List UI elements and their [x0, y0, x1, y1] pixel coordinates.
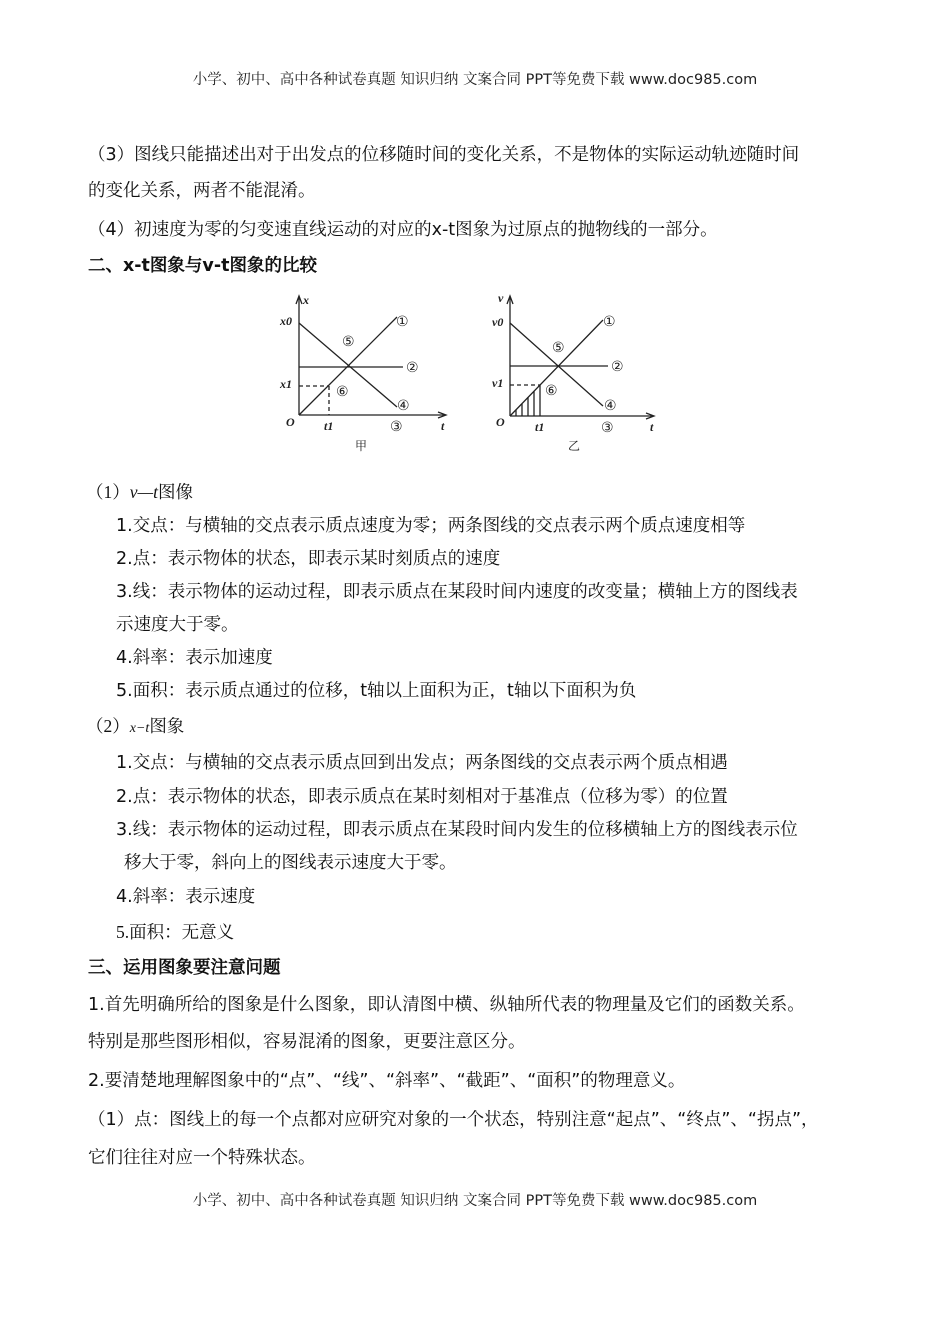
list-item: 示速度大于零。 [116, 615, 239, 635]
marker-5: ⑤ [552, 340, 565, 356]
marker-3: ③ [390, 419, 403, 435]
y1-label: v1 [492, 376, 504, 390]
t1-label: t1 [535, 420, 545, 434]
x-axis-label: t [650, 420, 654, 434]
marker-2: ② [406, 360, 419, 376]
paragraph: 的变化关系，两者不能混淆。 [88, 181, 316, 201]
t1-label: t1 [324, 419, 334, 433]
list-item: 3.线：表示物体的运动过程，即表示质点在某段时间内发生的位移横轴上方的图线表示位 [116, 820, 798, 840]
list-item: 3.线：表示物体的运动过程，即表示质点在某段时间内速度的改变量；横轴上方的图线表 [116, 582, 798, 602]
paragraph: （4）初速度为零的匀变速直线运动的对应的x-t图象为过原点的抛物线的一部分。 [88, 220, 718, 240]
marker-4: ④ [604, 398, 617, 414]
caption: 甲 [355, 439, 368, 453]
list-item: 移大于零，斜向上的图线表示速度大于零。 [124, 853, 457, 873]
list-item: 5.面积：表示质点通过的位移，t轴以上面积为正，t轴以下面积为负 [116, 681, 637, 701]
xt-vt-comparison-figure [270, 290, 690, 460]
paragraph: （3）图线只能描述出对于出发点的位移随时间的变化关系，不是物体的实际运动轨迹随时间 [88, 145, 800, 165]
paragraph: 1.首先明确所给的图象是什么图象，即认清图中横、纵轴所代表的物理量及它们的函数关系。 [88, 995, 805, 1015]
origin-label: O [286, 415, 295, 429]
list-item: 2.点：表示物体的状态，即表示某时刻质点的速度 [116, 549, 501, 569]
list-item: 1.交点：与横轴的交点表示质点速度为零；两条图线的交点表示两个质点速度相等 [116, 516, 746, 536]
marker-3: ③ [601, 420, 614, 436]
marker-5: ⑤ [342, 334, 355, 350]
page-footer: 小学、初中、高中各种试卷真题 知识归纳 文案合同 PPT等免费下载 www.doc985.com [192, 1193, 758, 1209]
xt-graph [296, 296, 446, 418]
list-item: 1.交点：与横轴的交点表示质点回到出发点；两条图线的交点表示两个质点相遇 [116, 753, 728, 773]
vt-subheading: （1）v—t图像 [86, 482, 193, 502]
y0-label: v0 [492, 315, 504, 329]
marker-6: ⑥ [545, 383, 558, 399]
caption: 乙 [568, 439, 581, 453]
page-header: 小学、初中、高中各种试卷真题 知识归纳 文案合同 PPT等免费下载 www.doc985.com [192, 72, 758, 88]
y-axis-label: x [303, 293, 309, 307]
y1-label: x1 [280, 377, 292, 391]
paragraph: 特别是那些图形相似，容易混淆的图象，更要注意区分。 [88, 1032, 526, 1052]
marker-2: ② [611, 359, 624, 375]
paragraph: 2.要清楚地理解图象中的“点”、“线”、“斜率”、“截距”、“面积”的物理意义。 [88, 1071, 686, 1091]
marker-1: ① [603, 314, 616, 330]
marker-1: ① [396, 314, 409, 330]
marker-4: ④ [397, 398, 410, 414]
marker-6: ⑥ [336, 384, 349, 400]
y-axis-label: v [498, 291, 504, 305]
xt-subheading: （2）x−t图象 [86, 716, 185, 736]
list-item: 4.斜率：表示加速度 [116, 648, 273, 668]
paragraph: （1）点：图线上的每一个点都对应研究对象的一个状态，特别注意“起点”、“终点”、“拐点”， [88, 1110, 819, 1130]
section-heading: 二、x-t图象与v-t图象的比较 [88, 256, 317, 276]
list-item: 4.斜率：表示速度 [116, 887, 256, 907]
origin-label: O [496, 415, 505, 429]
list-item: 2.点：表示物体的状态，即表示质点在某时刻相对于基准点（位移为零）的位置 [116, 787, 728, 807]
x-axis-label: t [441, 419, 445, 433]
vt-graph [507, 296, 654, 419]
paragraph: 它们往往对应一个特殊状态。 [88, 1148, 316, 1168]
section-heading: 三、运用图象要注意问题 [88, 958, 281, 978]
list-item: 5.面积：无意义 [116, 922, 235, 942]
y0-label: x0 [280, 314, 292, 328]
